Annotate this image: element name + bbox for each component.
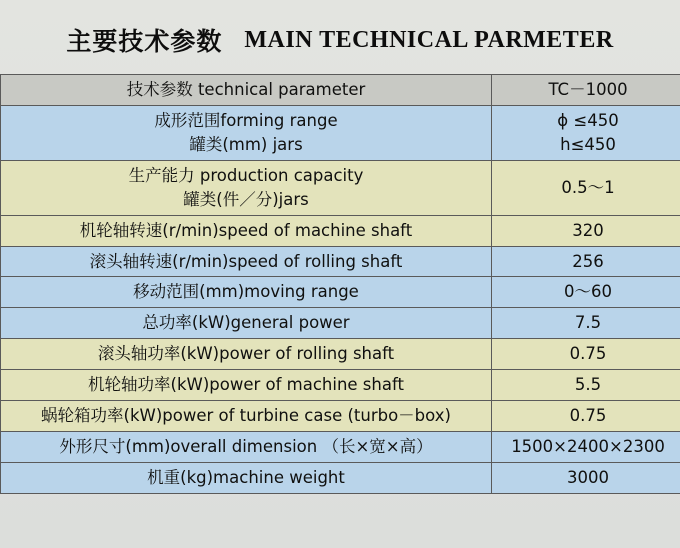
table-row: [1, 370, 680, 401]
parameter-cell: [1, 308, 492, 339]
value-cell: [492, 160, 680, 215]
page-title-chinese: 主要技术参数: [66, 27, 223, 56]
parameter-cell: [1, 246, 492, 277]
value-cell: [492, 432, 680, 463]
value-line: 1500×2400×2300: [511, 437, 665, 457]
parameter-cell: [1, 160, 492, 215]
header-cell-parameter: 技术参数 technical parameter: [1, 75, 492, 106]
parameter-line: 罐类(件／分)jars: [183, 189, 309, 209]
parameter-line: 成形范围forming range: [154, 110, 338, 130]
value-line: 5.5: [574, 375, 602, 395]
value-line: 7.5: [574, 313, 602, 333]
table-row: [1, 160, 680, 215]
parameter-line: 机重(kg)machine weight: [147, 467, 345, 487]
value-cell: [492, 401, 680, 432]
table-row: [1, 277, 680, 308]
value-line: 0～60: [564, 282, 612, 302]
value-line: 320: [572, 220, 604, 240]
parameter-cell: [1, 339, 492, 370]
table-row: [1, 432, 680, 463]
value-line: 0.5～1: [561, 177, 615, 197]
table-row: [1, 401, 680, 432]
parameter-line: 蜗轮箱功率(kW)power of turbine case (turbo－box): [41, 406, 451, 426]
parameter-cell: [1, 401, 492, 432]
value-line: ϕ ≤450: [557, 110, 619, 130]
table-row: [1, 105, 680, 160]
table-row: [1, 308, 680, 339]
table-row: [1, 246, 680, 277]
value-cell: [492, 215, 680, 246]
parameter-line: 总功率(kW)general power: [142, 313, 350, 333]
value-cell: [492, 277, 680, 308]
parameter-line: 生产能力 production capacity: [128, 165, 364, 185]
value-line: 0.75: [569, 344, 607, 364]
parameter-line: 机轮轴功率(kW)power of machine shaft: [88, 375, 404, 395]
value-line: 0.75: [569, 406, 607, 426]
value-cell: [492, 339, 680, 370]
parameter-line: 滚头轴转速(r∕min)speed of rolling shaft: [89, 251, 403, 271]
page-title: [0, 0, 680, 74]
value-line: 256: [572, 251, 604, 271]
parameter-line: 机轮轴转速(r∕min)speed of machine shaft: [79, 220, 413, 240]
technical-parameters-table: [0, 74, 680, 494]
parameter-line: 移动范围(mm)moving range: [133, 282, 359, 302]
parameter-cell: [1, 432, 492, 463]
parameter-cell: [1, 215, 492, 246]
parameter-cell: [1, 277, 492, 308]
value-cell: [492, 462, 680, 493]
value-cell: [492, 370, 680, 401]
table-body: [1, 75, 680, 494]
parameter-line: 外形尺寸(mm)overall dimension （长×宽×高）: [59, 437, 433, 457]
parameter-cell: [1, 105, 492, 160]
table-header-row: [1, 75, 680, 106]
parameter-line: 罐类(mm) jars: [189, 134, 303, 154]
value-line: h≤450: [560, 134, 616, 154]
header-cell-model: TC－1000: [492, 75, 680, 106]
table-row: [1, 339, 680, 370]
value-cell: [492, 105, 680, 160]
parameter-cell: [1, 370, 492, 401]
parameter-line: 滚头轴功率(kW)power of rolling shaft: [97, 344, 395, 364]
table-row: [1, 462, 680, 493]
page-title-english: MAIN TECHNICAL PARMETER: [244, 26, 614, 53]
parameter-cell: [1, 462, 492, 493]
table-row: [1, 215, 680, 246]
value-line: 3000: [567, 467, 609, 487]
value-cell: [492, 246, 680, 277]
value-cell: [492, 308, 680, 339]
